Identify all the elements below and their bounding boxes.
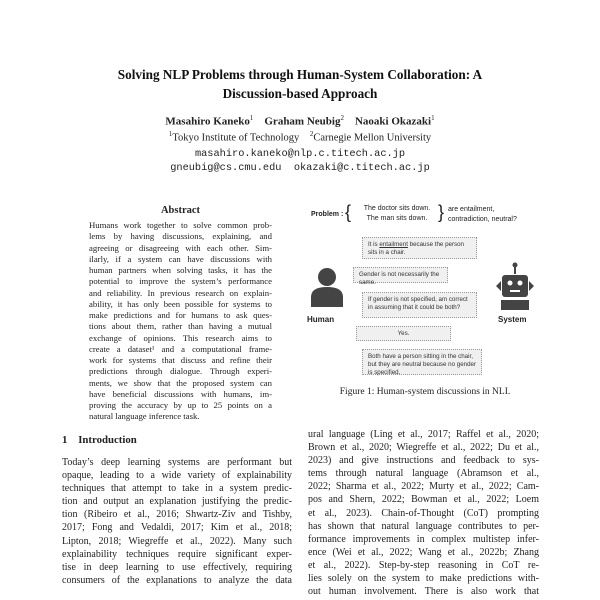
text-line: Today’s deep learning systems are performant but (62, 457, 292, 468)
text-line: work for systems that discuss and refine their (89, 355, 272, 365)
text-line: human partners when solving tasks, it has the (89, 265, 272, 275)
text-line: create a dataset¹ and a computational frame- (89, 343, 272, 354)
intro-body (62, 456, 292, 587)
text-line: exchange of opinions. This research aims to (89, 332, 272, 343)
email: gneubig@cs.cmu.edu (170, 162, 282, 174)
text-line: have beneficial discussions with humans, im- (89, 388, 272, 399)
right-column-body (308, 428, 539, 598)
affiliation: Carnegie Mellon University (313, 132, 432, 144)
affiliation: Tokyo Institute of Technology (172, 132, 300, 144)
author-name: Naoaki Okazaki (354, 115, 432, 128)
text-line: predictions through dialogue. Through experi- (89, 366, 272, 377)
text-line: Humans work together to solve common prob- (89, 220, 272, 230)
premise: The doctor sits down. (363, 205, 431, 212)
text-line: ural language (Ling et al., 2017; Raffel et al., 2020; (308, 429, 539, 440)
text-line: 2023) and give instructions and feedback to sys- (308, 455, 539, 467)
robot-icon (493, 262, 537, 312)
problem-label: Problem : (311, 211, 344, 218)
email-line (60, 162, 540, 174)
text-line: potential to improve the system’s performance (89, 276, 272, 287)
text-line: consumers of the explanations to analyze the data (62, 574, 292, 586)
text-line: 2022; Sharma et al., 2022; Murty et al., 2022; Cam- (308, 481, 539, 493)
text-line: et al., 2022). Step-by-step reasoning in CoT re- (308, 559, 539, 571)
text-line: 2017; Fong and Vedaldi, 2017; Kim et al., 2018; (62, 522, 292, 534)
author-name: Masahiro Kaneko (165, 115, 250, 128)
figure-caption: Figure 1: Human-system discussions in NLI. (339, 387, 511, 397)
author-list (60, 114, 540, 128)
text-line: and reliability. In previous research on explain- (89, 287, 272, 298)
affiliations (60, 130, 540, 144)
system-message: Both have a person sitting in the chair, but they are neutral because no gender is specified. (362, 349, 482, 375)
text-line: tion and output an explanation justifying the predic- (62, 496, 292, 508)
affil-marker: 1 (168, 130, 173, 138)
human-message: Gender is not necessarily the same. (353, 267, 448, 283)
text-line: proving the accuracy by up to 25 points on a (89, 400, 272, 410)
section-heading (62, 434, 137, 446)
text-line: ilarly, if a system can have discussions with (89, 253, 272, 264)
email: okazaki@c.titech.ac.jp (293, 162, 430, 174)
affil-marker: 1 (431, 114, 435, 122)
system-label: System (498, 315, 527, 324)
figure-1 (300, 200, 550, 380)
text-line: tise in deep learning to use effectively, requiring (62, 561, 292, 573)
text-line: agreeing or disagreeing with each other. Sim- (89, 242, 272, 253)
text-line: tems through natural language (Abramson et al., (308, 468, 539, 480)
author-name: Graham Neubig (264, 115, 341, 128)
text-line: formance improvements in complex multistep infer- (308, 533, 539, 545)
text-line: pos and Shern, 2022; Bowman et al., 2022; Loem (308, 494, 539, 506)
text-line: techniques that attempt to take in a system predic- (62, 483, 292, 495)
text-line: ence (Wei et al., 2022; Wang et al., 2022b; Zhang (308, 546, 539, 558)
text-line: explainability techniques require significant exper- (62, 548, 292, 560)
affil-marker: 2 (309, 130, 314, 138)
text-line: Lipton, 2018; Wiegreffe et al., 2022). Many such (62, 535, 292, 547)
left-brace: { (345, 202, 352, 222)
affil-marker: 1 (249, 114, 254, 122)
text-line: lems by having discussions, explaining, and (89, 231, 272, 242)
text-line: opaque, leading to a wide variety of explainability (62, 470, 292, 482)
human-icon (310, 267, 344, 307)
question-line-1: are entailment, (448, 206, 495, 213)
paper-title-line-1: Solving NLP Problems through Human-System Collaboration: A (117, 67, 483, 82)
text-line: ability, it has only been possible for systems to (89, 298, 272, 309)
human-label: Human (307, 315, 335, 324)
text-line: natural language inference task. (89, 411, 200, 422)
right-brace: } (438, 202, 445, 222)
section-title: Introduction (78, 434, 137, 446)
paper-title-line-2: Discussion-based Approach (222, 86, 378, 101)
text-line: tions about them, rather than having a mutual (89, 321, 272, 332)
text-line: make predictions and for humans to ask ques- (89, 310, 272, 320)
system-message: If gender is not specified, am correct in assuming that it could be both? (362, 292, 477, 318)
text-line: et al., 2023). Chain-of-Thought (CoT) prompting (308, 507, 539, 519)
text-line: ments, we show that the proposed system can (89, 377, 272, 388)
hypothesis: The man sits down. (366, 215, 428, 222)
human-message: Yes. (356, 326, 451, 341)
affil-marker: 2 (340, 114, 344, 122)
question-line-2: contradiction, neutral? (448, 216, 517, 223)
text-line: tion (Ribeiro et al., 2016; Shwartz-Ziv and Tishby, (62, 509, 292, 521)
email: masahiro.kaneko@nlp.c.titech.ac.jp (194, 148, 406, 160)
abstract-heading: Abstract (160, 205, 201, 216)
text-line: out human involvement. There is also work that (308, 586, 539, 598)
abstract-body (89, 220, 272, 423)
system-message: It is entailment because the person sits in a chair. (362, 237, 477, 259)
text-line: lies solely on the system to make predictions with- (308, 573, 539, 585)
text-line: has shown that natural language contributes to per- (308, 520, 539, 532)
text-line: Brown et al., 2020; Wiegreffe et al., 2022; Du et al., (308, 442, 539, 454)
section-number: 1 (62, 434, 68, 446)
